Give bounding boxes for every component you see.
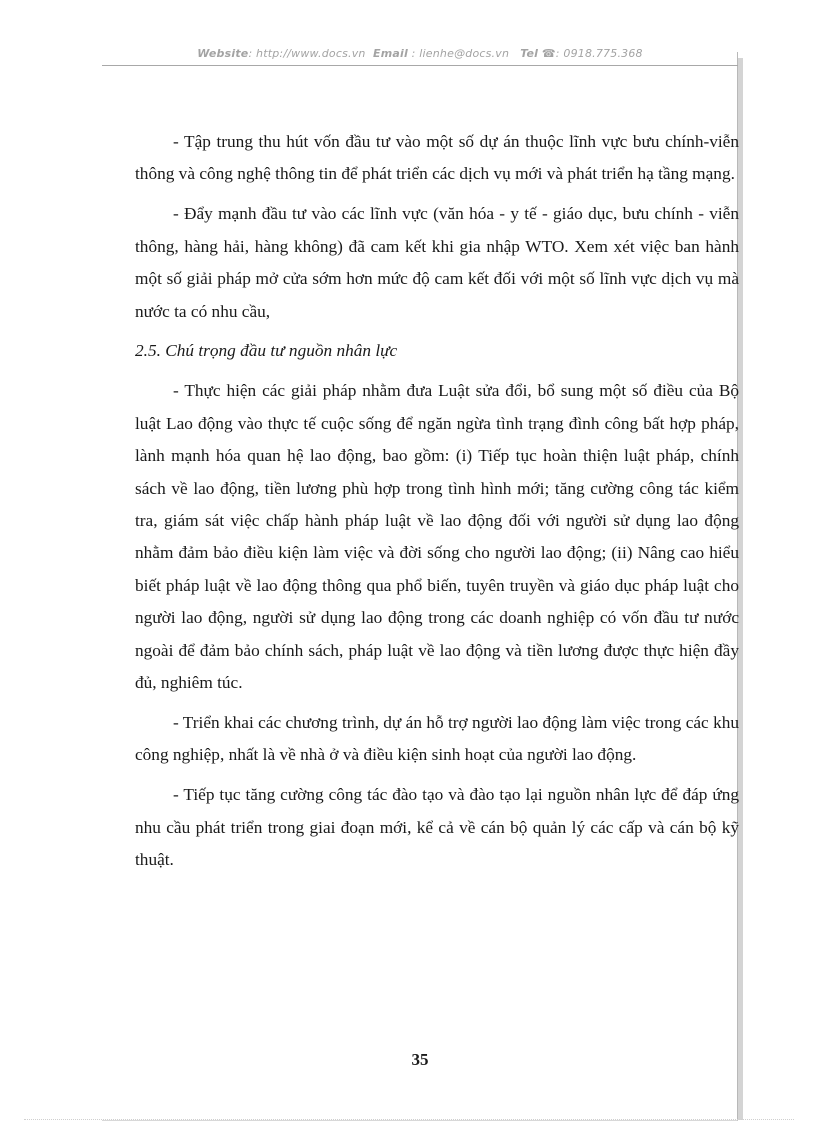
tel-label: Tel: [520, 47, 539, 60]
telephone-icon: ☎: [541, 47, 556, 60]
website-label: Website: [197, 47, 249, 60]
page-number: 35: [411, 1050, 429, 1069]
email-address[interactable]: : lienhe@docs.vn: [411, 47, 510, 60]
section-heading: 2.5. Chú trọng đầu tư nguồn nhân lực: [135, 341, 398, 361]
email-label: Email: [373, 47, 408, 60]
bottom-divider: [24, 1119, 794, 1120]
header-divider: [102, 65, 738, 66]
paragraph: - Thực hiện các giải pháp nhằm đưa Luật sửa đổi, bổ sung một số điều của Bộ luật Lao động vào thực tế cuộc sống để ngăn ngừa tình trạng đình công bất hợp pháp, lành mạnh hóa quan hệ lao động, bao gồm: (i) Tiếp tục hoàn thiện luật pháp, chính sách về lao động, tiền lương phù hợp trong tình hình mới; tăng cường công tác kiểm tra, giám sát việc chấp hành pháp luật về lao động đối với người sử dụng lao động nhằm đảm bảo điều kiện làm việc và đời sống cho người lao động; (ii) Nâng cao hiểu biết pháp luật về lao động thông qua phổ biến, tuyên truyền và giáo dục pháp luật cho người lao động, người sử dụng lao động trong các doanh nghiệp có vốn đầu tư nước ngoài để đảm bảo chính sách, pháp luật về lao động và tiền lương được thực hiện đầy đủ, nghiêm túc.: [135, 381, 739, 692]
paragraph: - Tập trung thu hút vốn đầu tư vào một số dự án thuộc lĩnh vực bưu chính-viễn thông và công nghệ thông tin để phát triển các dịch vụ mới và phát triển hạ tầng mạng.: [135, 132, 739, 184]
tel-number: : 0918.775.368: [555, 47, 643, 60]
paragraph: - Tiếp tục tăng cường công tác đào tạo và đào tạo lại nguồn nhân lực để đáp ứng nhu cầu phát triển trong giai đoạn mới, kể cả về cán bộ quản lý các cấp và cán bộ kỹ thuật.: [135, 785, 739, 870]
page-header: [102, 47, 738, 60]
document-body: [135, 126, 739, 884]
paragraph: - Đẩy mạnh đầu tư vào các lĩnh vực (văn hóa - y tế - giáo dục, bưu chính - viễn thông, hàng hải, hàng không) đã cam kết khi gia nhập WTO. Xem xét việc ban hành một số giải pháp mở cửa sớm hơn mức độ cam kết đối với một số lĩnh vực dịch vụ mà nước ta có nhu cầu,: [135, 204, 739, 321]
paragraph: - Triển khai các chương trình, dự án hỗ trợ người lao động làm việc trong các khu công nghiệp, nhất là về nhà ở và điều kiện sinh hoạt của người lao động.: [135, 712, 739, 765]
website-url[interactable]: : http://www.docs.vn: [248, 47, 366, 60]
